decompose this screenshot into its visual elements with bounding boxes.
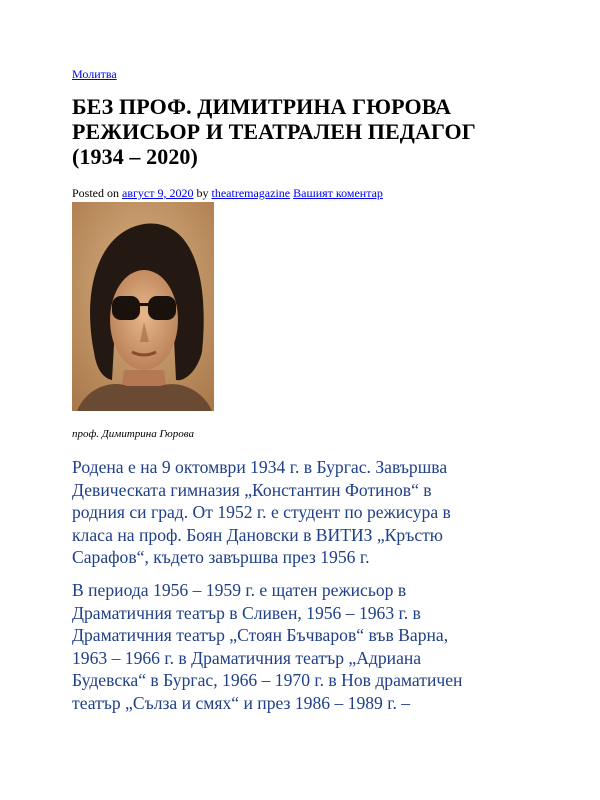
portrait-illustration [72,202,214,411]
post-meta [72,186,383,201]
category-link[interactable]: Молитва [72,67,117,81]
photo-caption: проф. Димитрина Гюрова [72,428,194,440]
text-line: 1963 – 1966 г. в Драматичния театър „Адриана [72,647,422,668]
text-line: родния си град. От 1952 г. е студент по режисура в [72,502,451,522]
paragraph-career [72,579,542,714]
text-line: Девическата гимназия „Константин Фотинов“ в [72,479,432,500]
text-line: Родена е на 9 октомври 1934 г. в Бургас. Завършва [72,457,448,477]
paragraph-biography [72,456,542,569]
posted-on-label: Posted on [72,186,120,200]
comment-link[interactable]: Вашият коментар [293,186,383,200]
text-line: Будевска“ в Бургас, 1966 – 1970 г. в Нов драматичен [72,670,463,690]
by-label: by [196,186,209,200]
title-line: (1934 – 2020) [72,144,198,169]
text-line: Сарафов“, където завършва през 1956 г. [72,547,370,567]
title-line: БЕЗ ПРОФ. ДИМИТРИНА ГЮРОВА [72,94,452,119]
text-line: класа на проф. Боян Дановски в ВИТИЗ „Кръстю [72,524,443,545]
text-line: Драматичния театър в Сливен, 1956 – 1963 г. в [72,602,421,623]
text-line: театър „Сълза и смях“ и през 1986 – 1989 г. – [72,692,411,713]
title-line: РЕЖИСЬОР И ТЕАТРАЛЕН ПЕДАГОГ [72,119,476,144]
post-date-link[interactable]: август 9, 2020 [122,186,194,200]
text-line: В периода 1956 – 1959 г. е щатен режисьор в [72,580,407,600]
author-link[interactable]: theatremagazine [211,186,291,200]
portrait-photo [72,202,214,411]
text-line: Драматичния театър „Стоян Бъчваров“ във Варна, [72,625,449,645]
page-title [72,94,542,169]
